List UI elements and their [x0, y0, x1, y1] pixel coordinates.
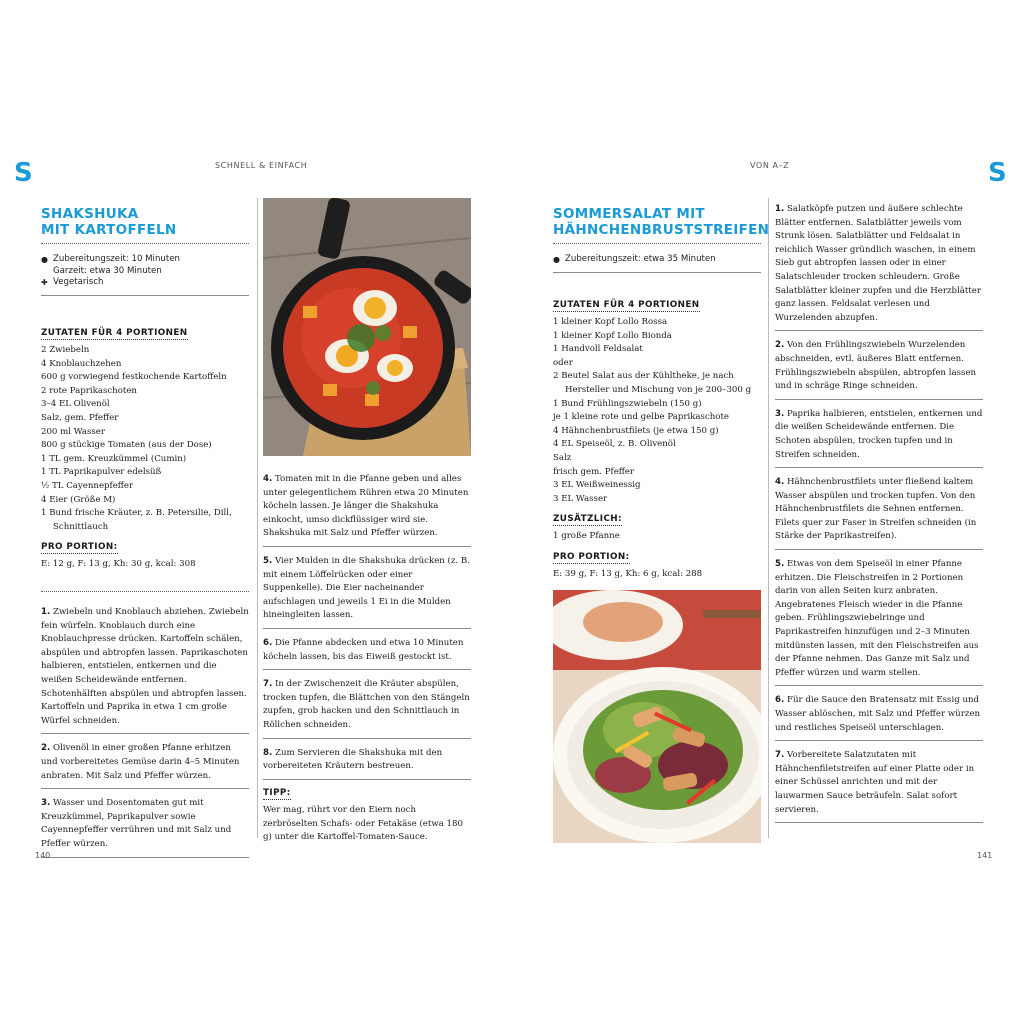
title-line: MIT KARTOFFELN [41, 222, 177, 238]
step-number: 5. [775, 559, 785, 570]
step-number: 4. [775, 477, 785, 488]
step-text: Paprika halbieren, entstielen, entkernen und die weißen Scheidewände entfernen. Die Schoten abspülen, trocken tupfen und in Streifen schneiden. [775, 408, 983, 460]
step-number: 6. [775, 695, 785, 706]
ingredient-list [553, 316, 763, 506]
ingredient-item: 1 kleiner Kopf Lollo Bionda [553, 330, 672, 341]
recipe-title [41, 206, 249, 238]
ingredients-section [553, 292, 763, 582]
column-rule [768, 198, 769, 838]
step-text: Etwas von dem Speiseöl in einer Pfanne erhitzen. Die Fleischstreifen in 2 Portionen darin von allen Seiten kurz anbraten. Angebratenes Fleisch wieder in die Pfanne geben. Frühlingszwiebelringe und Paprikastreifen hinzufügen und 2–3 Minuten mitdünsten lassen, mit den Fleischstreifen aus der Pfanne nehmen. Das Ganze mit Salz und Pfeffer würzen und warm stellen. [775, 559, 979, 678]
ingredient-item: 3 EL Wasser [553, 493, 608, 504]
extra-list [553, 530, 763, 544]
title-line: SOMMERSALAT MIT [553, 206, 705, 222]
ingredient-item: Salz, gem. Pfeffer [41, 412, 119, 423]
step-text: Von den Frühlingszwiebeln Wurzelenden abschneiden, evtl. äußeres Blatt entfernen. Frühlingszwiebeln abspülen, abtropfen lassen und in schräge Ringe schneiden. [775, 340, 977, 392]
instruction-step [775, 203, 983, 331]
step-number: 7. [775, 750, 785, 761]
portion-heading: PRO PORTION: [553, 551, 630, 562]
title-line: SHAKSHUKA [41, 206, 139, 222]
recipe-meta [553, 254, 761, 266]
tip-text: Wer mag, rührt vor den Eiern noch zerbröselten Schafs- oder Fetakäse (etwa 180 g) unter die Kartoffel-Tomaten-Sauce. [263, 805, 463, 843]
instruction-step [41, 797, 249, 857]
ingredient-item: 2 Zwiebeln [41, 345, 90, 355]
recipe-header-sommersalat [553, 206, 770, 273]
instruction-step [41, 606, 249, 734]
ingredient-item: 4 EL Speiseöl, z. B. Olivenöl [553, 439, 676, 450]
ingredient-item: ½ TL Cayennepfeffer [41, 480, 134, 491]
divider [41, 243, 249, 244]
ingredient-item: 1 Bund Frühlingszwiebeln (150 g) [553, 398, 702, 409]
plus-icon: ✚ [41, 278, 48, 287]
section-letter: S [988, 158, 1007, 188]
step-text: Tomaten mit in die Pfanne geben und alles unter gelegentlichem Rühren etwa 20 Minuten köcheln lassen. Je länger die Shakshuka einkocht, umso dickflüssiger wird sie. Shakshuka mit Salz und Pfeffer würzen. [263, 474, 469, 539]
ingredient-item: 1 TL Paprikapulver edelsüß [41, 467, 162, 478]
divider [553, 243, 761, 244]
ingredient-item: 600 g vorwiegend festkochende Kartoffeln [41, 372, 227, 383]
ingredient-item: 1 Handvoll Feldsalat [553, 344, 643, 355]
ingredient-item: oder [553, 357, 573, 368]
step-number: 5. [263, 555, 273, 566]
ingredient-item: Salz [553, 452, 572, 463]
step-number: 7. [263, 679, 273, 690]
ingredient-item: 1 kleiner Kopf Lollo Rossa [553, 317, 668, 327]
ingredient-item: 200 ml Wasser [41, 426, 105, 437]
ingredient-item: 1 Bund frische Kräuter, z. B. Petersilie, Dill, Schnittlauch [41, 508, 232, 532]
tip-section [263, 780, 471, 845]
divider [41, 295, 249, 296]
step-number: 4. [263, 474, 273, 484]
steps-column [775, 203, 983, 831]
step-text: Salatköpfe putzen und äußere schlechte Blätter entfernen. Salatblätter jeweils vom Strunk lösen. Salatblätter und Feldsalat in reichlich Wasser gründlich waschen, in einem Sieb gut abtropfen lassen oder in einer Salatschleuder trocken schleudern. Große Salatblätter kleiner zupfen und die Herzblätter ganz lassen. Feldsalat verlesen und Wurzelenden abzupfen. [775, 204, 981, 323]
recipe-meta [41, 254, 249, 289]
step-number: 1. [41, 607, 51, 617]
instruction-step [775, 476, 983, 550]
ingredient-item: 3 EL Weißweinessig [553, 480, 641, 491]
page-number: 140 [35, 851, 51, 860]
ingredient-item: 3–4 EL Olivenöl [41, 399, 110, 410]
running-head: SCHNELL & EINFACH [215, 161, 308, 170]
clock-icon: ● [41, 255, 48, 264]
portion-values: E: 39 g, F: 13 g, Kh: 6 g, kcal: 288 [553, 568, 703, 579]
step-number: 8. [263, 747, 273, 758]
step-text: Für die Sauce den Bratensatz mit Essig und Wasser ablöschen, mit Salz und Pfeffer würzen und restliches Speiseöl unterschlagen. [775, 695, 980, 733]
ingredient-list [41, 344, 251, 534]
running-head: VON A–Z [750, 161, 790, 170]
step-text: Hähnchenbrustfilets unter fließend kaltem Wasser abspülen und trocken tupfen. Von den Hähnchenbrustfilets die Sehnen entfernen. Filets quer zur Faser in Streifen schneiden (in Stärke der Paprikastreifen). [775, 477, 977, 542]
extra-heading: ZUSÄTZLICH: [553, 514, 622, 525]
instruction-step [775, 694, 983, 741]
instruction-step [41, 742, 249, 789]
step-text: Vorbereitete Salatzutaten mit Hähnchenfiletstreifen auf einer Platte oder in einer Schüssel anrichten und mit der lauwarmen Sauce beträufeln. Salat sofort servieren. [775, 750, 975, 815]
page-number: 141 [977, 851, 993, 860]
portion-heading: PRO PORTION: [41, 542, 118, 553]
ingredient-item: 1 große Pfanne [553, 531, 620, 542]
title-line: HÄHNCHENBRUSTSTREIFEN [553, 222, 770, 238]
ingredients-heading: ZUTATEN FÜR 4 PORTIONEN [553, 300, 700, 310]
ingredients-heading: ZUTATEN FÜR 4 PORTIONEN [41, 328, 188, 338]
steps-column-1 [41, 606, 249, 866]
instruction-step [775, 558, 983, 686]
ingredient-item: 800 g stückige Tomaten (aus der Dose) [41, 440, 212, 451]
instruction-step [263, 747, 471, 780]
vegetarian-tag: Vegetarisch [53, 277, 104, 287]
cook-time: Garzeit: etwa 30 Minuten [53, 265, 162, 276]
step-number: 6. [263, 637, 273, 648]
step-number: 3. [775, 408, 785, 419]
clock-icon: ● [553, 255, 560, 264]
steps-column-2 [263, 473, 471, 788]
instruction-step [263, 473, 471, 547]
step-text: Zum Servieren die Shakshuka mit den vorbereiteten Kräutern bestreuen. [263, 747, 443, 772]
column-rule [257, 198, 258, 838]
prep-time: Zubereitungszeit: etwa 35 Minuten [565, 254, 716, 264]
divider [553, 272, 761, 273]
step-number: 3. [41, 798, 51, 809]
step-text: Die Pfanne abdecken und etwa 10 Minuten köcheln lassen, bis das Eiweiß gestockt ist. [263, 637, 464, 662]
ingredient-item: 4 Hähnchenbrustfilets (je etwa 150 g) [553, 425, 719, 436]
shakshuka-photo [263, 198, 471, 456]
step-text: Zwiebeln und Knoblauch abziehen. Zwiebeln fein würfeln. Knoblauch durch eine Knoblauchpresse drücken. Kartoffeln schälen, abspülen und abtropfen lassen. Paprikaschoten halbieren, entstielen, entkernen und die weißen Scheidewände entfernen. Schotenhälften abspülen und abtropfen lassen. Kartoffeln und Paprika in etwa 1 cm große Würfel schneiden. [41, 607, 249, 726]
section-letter: S [14, 158, 33, 188]
instruction-step [775, 749, 983, 823]
ingredient-item: 2 rote Paprikaschoten [41, 385, 137, 396]
ingredient-item: 4 Eier (Größe M) [41, 494, 116, 505]
recipe-title [553, 206, 770, 238]
instruction-step [263, 678, 471, 738]
ingredient-item: 1 TL gem. Kreuzkümmel (Cumin) [41, 453, 187, 464]
instruction-step [775, 339, 983, 399]
ingredient-item: frisch gem. Pfeffer [553, 466, 635, 477]
ingredients-section [41, 320, 251, 572]
sommersalat-photo [553, 590, 761, 843]
ingredient-item: je 1 kleine rote und gelbe Paprikaschote [553, 412, 730, 423]
divider [41, 591, 249, 592]
instruction-step [263, 555, 471, 629]
recipe-header-shakshuka [41, 206, 249, 296]
instruction-step [775, 408, 983, 468]
step-number: 2. [775, 340, 785, 351]
tip-heading: TIPP: [263, 788, 291, 798]
prep-time: Zubereitungszeit: 10 Minuten [53, 254, 180, 264]
step-text: Vier Mulden in die Shakshuka drücken (z. B. mit einem Löffelrücken oder einer Suppenkelle). Die Eier nacheinander aufschlagen und jeweils 1 Ei in die Mulden hineingleiten lassen. [263, 555, 470, 621]
portion-values: E: 12 g, F: 13 g, Kh: 30 g, kcal: 308 [41, 559, 196, 570]
instruction-step [263, 637, 471, 670]
step-text: Wasser und Dosentomaten gut mit Kreuzkümmel, Paprikapulver sowie Cayennepfeffer verrühren und mit Salz und Pfeffer würzen. [41, 798, 232, 849]
step-number: 1. [775, 204, 785, 214]
step-number: 2. [41, 743, 51, 754]
step-text: Olivenöl in einer großen Pfanne erhitzen und vorbereitetes Gemüse darin 4–5 Minuten anbraten. Mit Salz und Pfeffer würzen. [41, 743, 240, 781]
step-text: In der Zwischenzeit die Kräuter abspülen, trocken tupfen, die Blättchen von den Stängeln zupfen, grob hacken und den Schnittlauch in Röllchen schneiden. [263, 679, 470, 730]
ingredient-item: 2 Beutel Salat aus der Kühltheke, je nach Hersteller und Mischung von je 200–300 g [553, 371, 752, 395]
ingredient-item: 4 Knoblauchzehen [41, 358, 122, 369]
